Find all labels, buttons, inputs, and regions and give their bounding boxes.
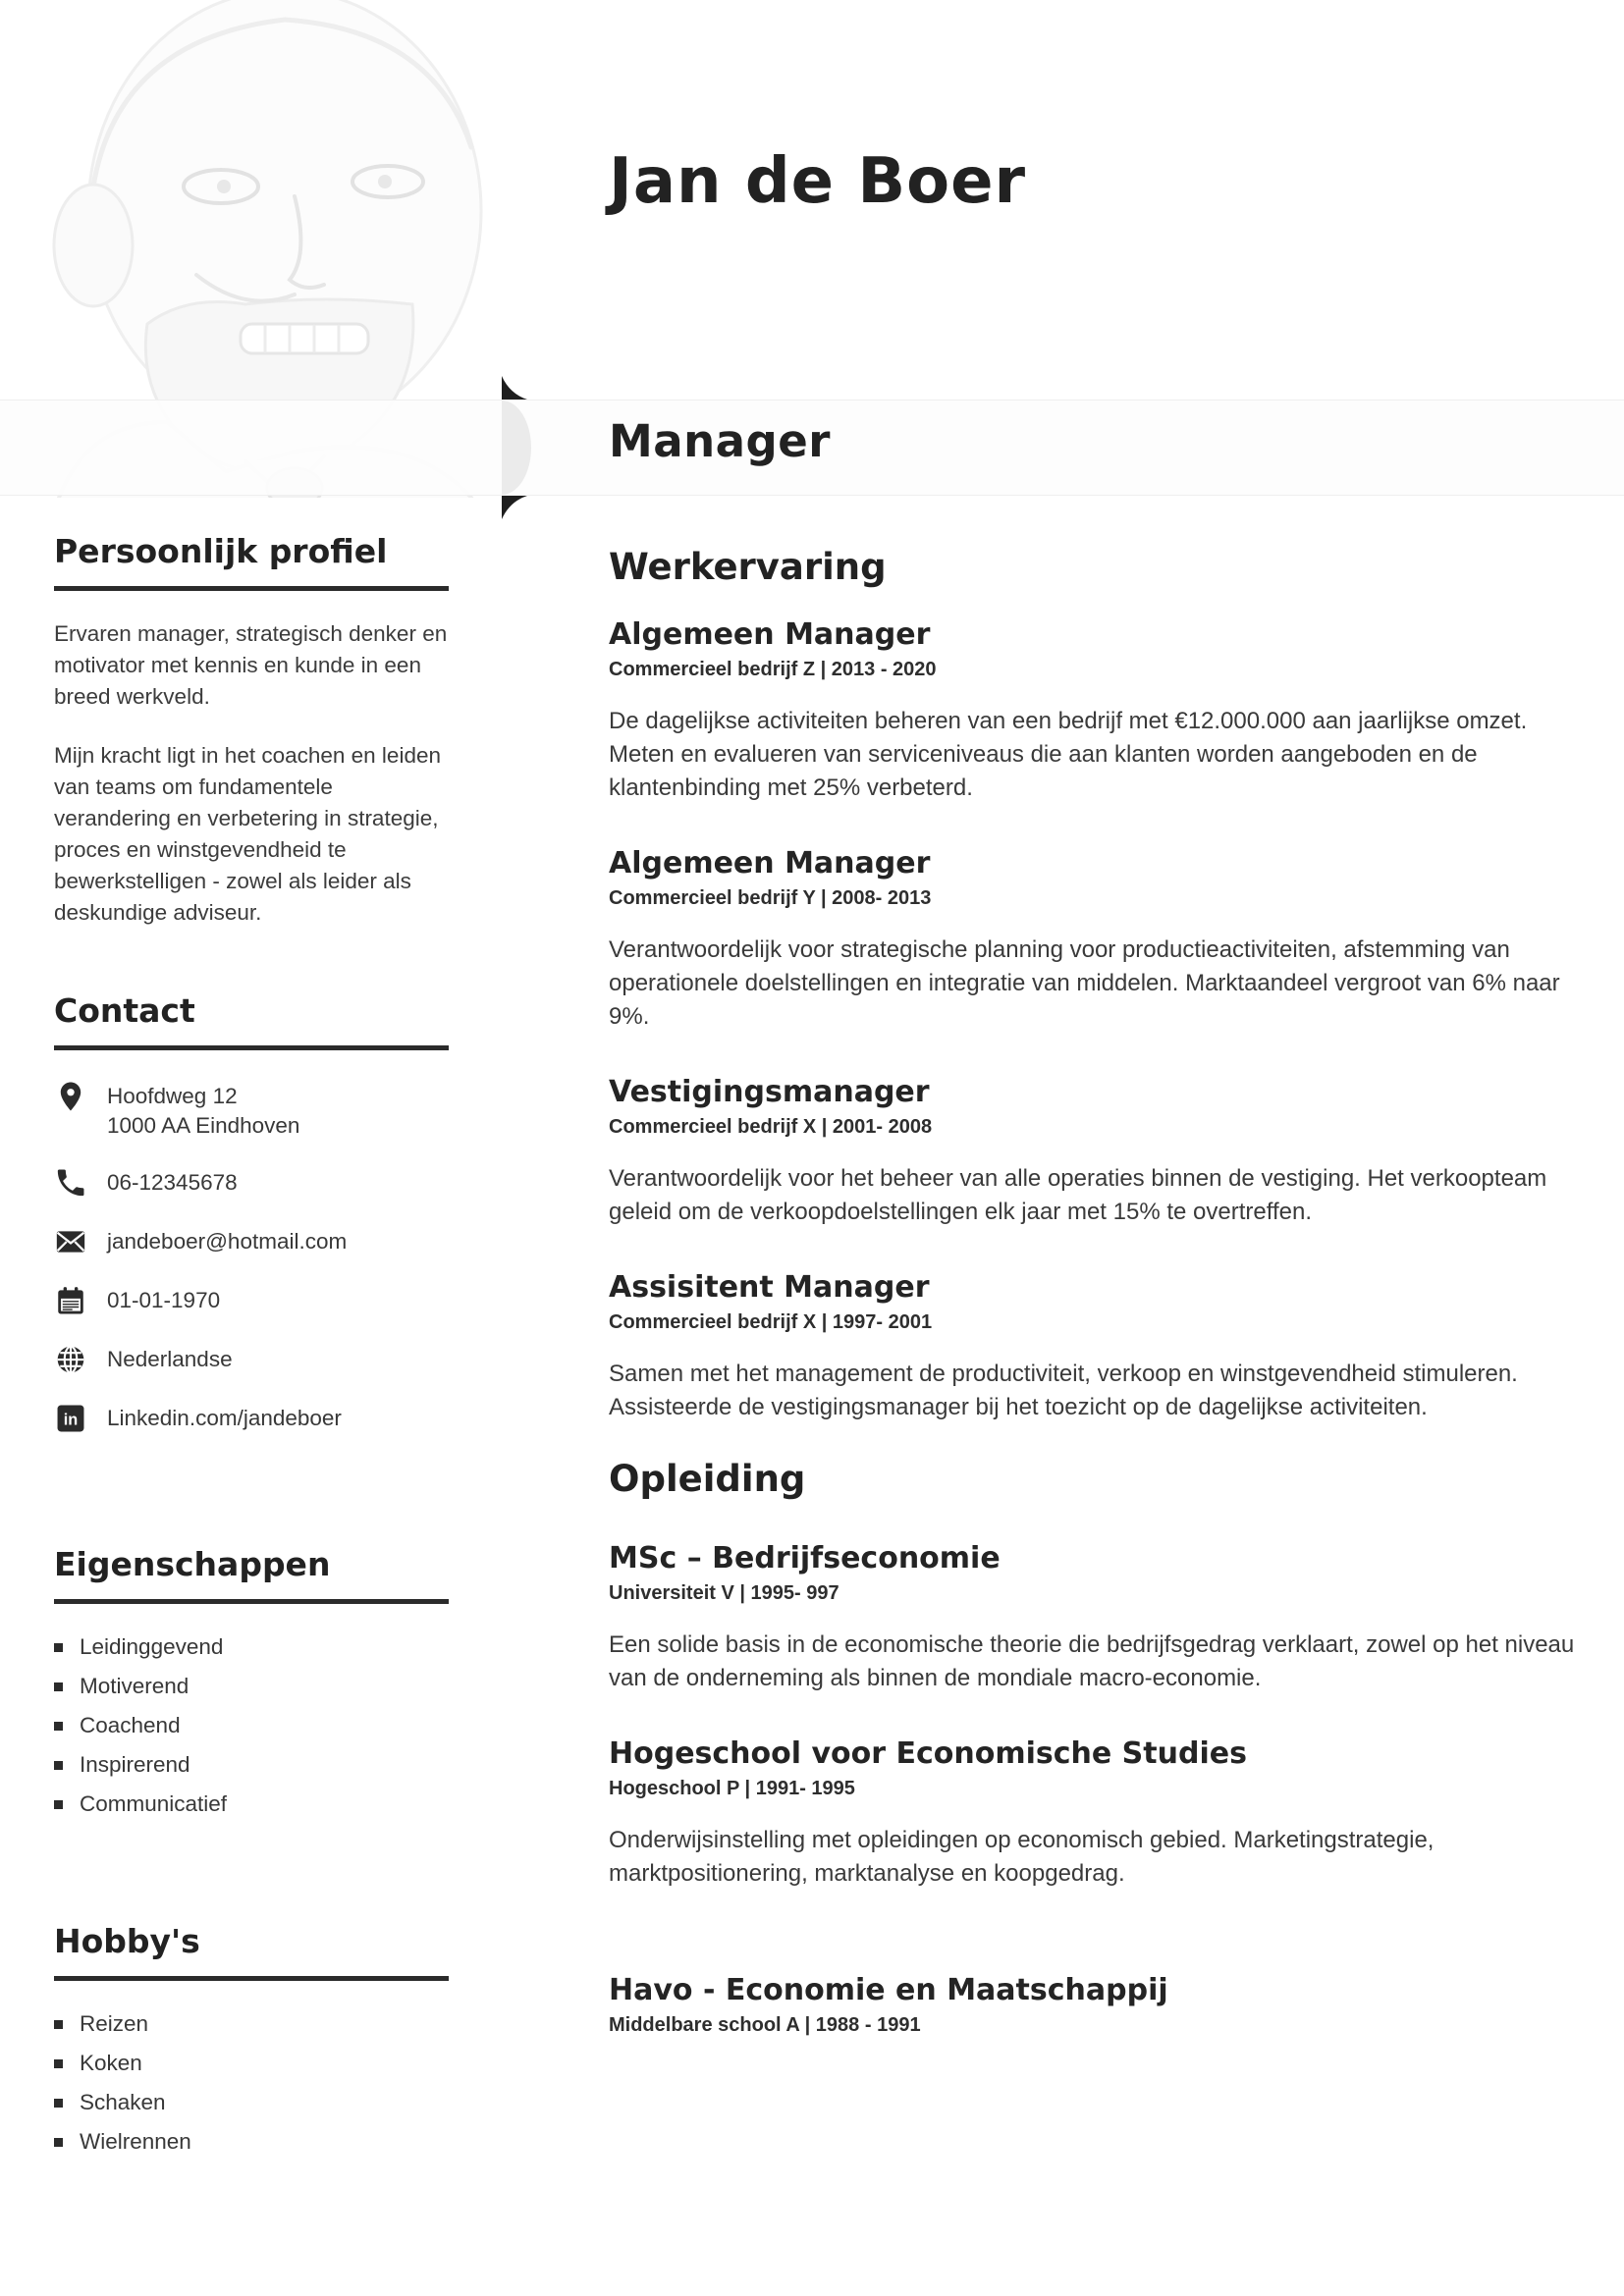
hobby-label: Schaken [80,2090,166,2114]
experience-entry [609,617,1596,805]
hobbies-section [54,1922,449,2162]
contact-item-nationality [54,1343,449,1376]
hobbies-heading: Hobby's [54,1922,200,1960]
list-item [54,2122,449,2162]
candidate-name: Jan de Boer [609,145,1027,218]
entry-meta: Hogeschool P | 1991- 1995 [609,1778,855,1799]
hobby-label: Wielrennen [80,2129,191,2154]
hobby-label: Koken [80,2051,142,2075]
email-icon [54,1225,87,1258]
address-line-1: Hoofdweg 12 [107,1084,238,1108]
phone-icon [54,1166,87,1200]
contact-birthdate: 01-01-1970 [107,1288,221,1312]
entry-description: Een solide basis in de economische theorie die bedrijfsgedrag verklaart, zowel op het niveau van de onderneming als binnen de mondiale macro-economie. [609,1631,1575,1691]
bullet-square-icon [54,2099,63,2108]
trait-label: Communicatief [80,1791,228,1816]
trait-label: Coachend [80,1713,181,1737]
experience-heading: Werkervaring [609,546,887,588]
contact-nationality: Nederlandse [107,1347,233,1371]
bullet-square-icon [54,2020,63,2029]
bullet-square-icon [54,1682,63,1691]
ribbon-fold-top-icon [502,376,527,400]
entry-description: De dagelijkse activiteiten beheren van een bedrijf met €12.000.000 aan jaarlijkse omzet. Meten en evalueren van serviceniveaus die aan klanten worden aangeboden en de klantenbinding met 25% verbeterd. [609,708,1528,801]
entry-title: Algemeen Manager [609,846,931,881]
profile-section [54,532,449,929]
entry-title: Assisitent Manager [609,1270,930,1305]
education-entry [609,1736,1596,1891]
trait-label: Leidinggevend [80,1634,224,1659]
entry-meta: Commercieel bedrijf Z | 2013 - 2020 [609,659,937,680]
list-item [54,1667,449,1706]
entry-meta: Commercieel bedrijf X | 1997- 2001 [609,1311,933,1333]
list-item [54,1706,449,1745]
profile-heading: Persoonlijk profiel [54,532,388,570]
experience-entry [609,1270,1596,1424]
experience-entry [609,1075,1596,1229]
bullet-square-icon [54,1643,63,1652]
globe-icon [54,1343,87,1376]
entry-meta: Middelbare school A | 1988 - 1991 [609,2014,921,2036]
main-column [609,546,1596,2037]
entry-title: Vestigingsmanager [609,1075,930,1109]
profile-heading-rule [54,586,449,591]
profile-paragraph: Mijn kracht ligt in het coachen en leiden van teams om fundamentele verandering en verbetering in strategie, proces en winstgevendheid te bewerkstelligen - zowel als leider als deskundige adviseur. [54,743,441,925]
contact-linkedin: Linkedin.com/jandeboer [107,1406,342,1430]
list-item [54,1745,449,1785]
entry-meta: Universiteit V | 1995- 997 [609,1582,839,1604]
traits-list [54,1628,449,1824]
svg-text:in: in [63,1411,79,1429]
trait-label: Motiverend [80,1674,189,1698]
contact-item-address [54,1080,449,1141]
entry-title: Hogeschool voor Economische Studies [609,1736,1247,1771]
list-item [54,1785,449,1824]
list-item [54,1628,449,1667]
hobbies-list [54,2004,449,2162]
trait-label: Inspirerend [80,1752,190,1777]
hobbies-heading-rule [54,1976,449,1981]
contact-phone: 06-12345678 [107,1170,238,1195]
entry-description: Samen met het management de productiviteit, verkoop en winstgevendheid stimuleren. Assisteerde de vestigingsmanager bij het toezicht op de dagelijkse activiteiten. [609,1361,1518,1420]
candidate-job-title: Manager [609,415,831,467]
sidebar [54,532,449,2162]
traits-heading-rule [54,1599,449,1604]
ribbon-fold-bottom-icon [502,496,527,519]
hobby-label: Reizen [80,2011,149,2036]
experience-entry [609,846,1596,1034]
bullet-square-icon [54,1761,63,1770]
entry-description: Verantwoordelijk voor het beheer van alle operaties binnen de vestiging. Het verkoopteam geleid om de verkoopdoelstellingen elk jaar met 15% te overtreffen. [609,1165,1547,1225]
bullet-square-icon [54,2059,63,2068]
contact-address [107,1080,299,1141]
contact-heading-rule [54,1045,449,1050]
location-pin-icon [54,1080,87,1113]
list-item [54,2004,449,2044]
linkedin-icon [54,1402,87,1435]
list-item [54,2083,449,2122]
traits-section [54,1545,449,1824]
contact-item-phone [54,1166,449,1200]
entry-description: Verantwoordelijk voor strategische planning voor productieactiviteiten, afstemming van operationele doelstellingen en integratie van middelen. Marktaandeel vergroot van 6% naar 9%. [609,936,1560,1030]
bullet-square-icon [54,2138,63,2147]
calendar-icon [54,1284,87,1317]
contact-email: jandeboer@hotmail.com [107,1229,348,1254]
entry-title: Havo - Economie en Maatschappij [609,1973,1168,2007]
list-item [54,2044,449,2083]
entry-description: Onderwijsinstelling met opleidingen op economisch gebied. Marketingstrategie, marktpositionering, marktanalyse en koopgedrag. [609,1827,1435,1887]
contact-item-linkedin [54,1402,449,1435]
profile-paragraph: Ervaren manager, strategisch denker en motivator met kennis en kunde in een breed werkveld. [54,621,448,709]
entry-title: MSc – Bedrijfseconomie [609,1541,1001,1575]
contact-item-birthdate [54,1284,449,1317]
bullet-square-icon [54,1800,63,1809]
entry-title: Algemeen Manager [609,617,931,652]
education-entry [609,1973,1596,2037]
entry-meta: Commercieel bedrijf X | 2001- 2008 [609,1116,933,1138]
contact-section [54,991,449,1435]
traits-heading: Eigenschappen [54,1545,331,1583]
address-line-2: 1000 AA Eindhoven [107,1113,300,1138]
contact-item-email [54,1225,449,1258]
education-entry [609,1541,1596,1695]
entry-meta: Commercieel bedrijf Y | 2008- 2013 [609,887,932,909]
bullet-square-icon [54,1722,63,1731]
contact-list [54,1080,449,1435]
education-heading: Opleiding [609,1458,806,1500]
contact-heading: Contact [54,991,195,1030]
